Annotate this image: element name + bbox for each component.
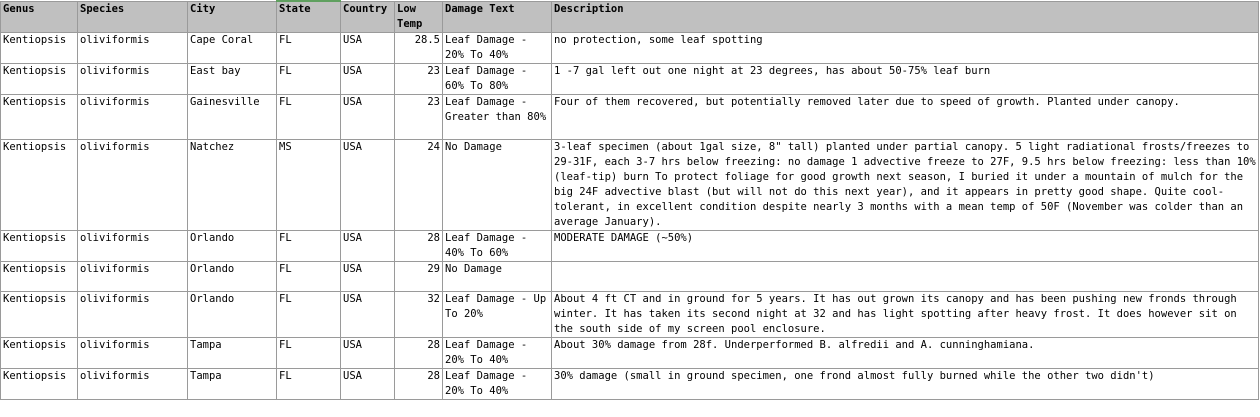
header-state[interactable]: State xyxy=(277,1,341,33)
cell-city[interactable]: Orlando xyxy=(188,292,277,338)
cell-damage-text[interactable]: Leaf Damage - Up To 20% xyxy=(443,292,552,338)
cell-damage-text[interactable]: Leaf Damage - 20% To 40% xyxy=(443,369,552,400)
cell-genus[interactable]: Kentiopsis xyxy=(1,338,78,369)
table-row xyxy=(1,262,1259,292)
header-country[interactable]: Country xyxy=(341,1,395,33)
cell-damage-text[interactable]: Leaf Damage - 40% To 60% xyxy=(443,231,552,262)
cell-description[interactable]: no protection, some leaf spotting xyxy=(552,33,1259,64)
cell-genus[interactable]: Kentiopsis xyxy=(1,262,78,292)
cell-species[interactable]: oliviformis xyxy=(78,95,188,140)
cell-low-temp[interactable]: 28 xyxy=(395,369,443,400)
header-species[interactable]: Species xyxy=(78,1,188,33)
header-city[interactable]: City xyxy=(188,1,277,33)
cell-low-temp[interactable]: 32 xyxy=(395,292,443,338)
cell-species[interactable]: oliviformis xyxy=(78,140,188,231)
cell-damage-text[interactable]: Leaf Damage - 20% To 40% xyxy=(443,338,552,369)
cell-country[interactable]: USA xyxy=(341,369,395,400)
cell-description[interactable]: 3-leaf specimen (about 1gal size, 8" tall) planted under partial canopy. 5 light radiational frosts/freezes to 29-31F, each 3-7 hrs below freezing: no damage 1 advective freeze to 27F, 9.5 hrs below freezing: less than 10% (leaf-tip) burn To protect foliage for good growth next season, I buried it under a mountain of mulch for the big 24F advective blast (but will not do this next year), and it appears in pretty good shape. Quite cool-tolerant, in excellent condition despite nearly 3 months with a mean temp of 50F (November was colder than an average January). xyxy=(552,140,1259,231)
cell-country[interactable]: USA xyxy=(341,64,395,95)
cell-low-temp[interactable]: 28 xyxy=(395,231,443,262)
cell-species[interactable]: oliviformis xyxy=(78,64,188,95)
cell-species[interactable]: oliviformis xyxy=(78,262,188,292)
cell-state[interactable]: FL xyxy=(277,262,341,292)
cell-species[interactable]: oliviformis xyxy=(78,338,188,369)
table-row xyxy=(1,95,1259,140)
header-description[interactable]: Description xyxy=(552,1,1259,33)
cell-damage-text[interactable]: No Damage xyxy=(443,140,552,231)
cell-species[interactable]: oliviformis xyxy=(78,231,188,262)
cell-low-temp[interactable]: 28.5 xyxy=(395,33,443,64)
header-row xyxy=(1,1,1259,33)
cell-city[interactable]: Tampa xyxy=(188,369,277,400)
cell-low-temp[interactable]: 23 xyxy=(395,95,443,140)
table-body xyxy=(1,33,1259,400)
table-row xyxy=(1,33,1259,64)
cell-city[interactable]: Orlando xyxy=(188,262,277,292)
cell-description[interactable]: 1 -7 gal left out one night at 23 degrees, has about 50-75% leaf burn xyxy=(552,64,1259,95)
cell-state[interactable]: FL xyxy=(277,338,341,369)
header-genus[interactable]: Genus xyxy=(1,1,78,33)
cell-state[interactable]: FL xyxy=(277,231,341,262)
cell-city[interactable]: East bay xyxy=(188,64,277,95)
cell-low-temp[interactable]: 29 xyxy=(395,262,443,292)
table-row xyxy=(1,64,1259,95)
cell-genus[interactable]: Kentiopsis xyxy=(1,369,78,400)
cell-species[interactable]: oliviformis xyxy=(78,369,188,400)
cell-genus[interactable]: Kentiopsis xyxy=(1,140,78,231)
cell-country[interactable]: USA xyxy=(341,140,395,231)
cell-genus[interactable]: Kentiopsis xyxy=(1,292,78,338)
table-row xyxy=(1,369,1259,400)
cell-damage-text[interactable]: No Damage xyxy=(443,262,552,292)
cell-species[interactable]: oliviformis xyxy=(78,292,188,338)
cell-low-temp[interactable]: 23 xyxy=(395,64,443,95)
cell-state[interactable]: FL xyxy=(277,292,341,338)
cell-damage-text[interactable]: Leaf Damage - Greater than 80% xyxy=(443,95,552,140)
cell-damage-text[interactable]: Leaf Damage - 20% To 40% xyxy=(443,33,552,64)
header-row-group xyxy=(1,1,1259,33)
cell-genus[interactable]: Kentiopsis xyxy=(1,33,78,64)
cell-city[interactable]: Orlando xyxy=(188,231,277,262)
table-row xyxy=(1,140,1259,231)
header-low-temp[interactable]: Low Temp xyxy=(395,1,443,33)
cell-genus[interactable]: Kentiopsis xyxy=(1,95,78,140)
cell-low-temp[interactable]: 24 xyxy=(395,140,443,231)
cell-state[interactable]: FL xyxy=(277,64,341,95)
cell-low-temp[interactable]: 28 xyxy=(395,338,443,369)
cell-species[interactable]: oliviformis xyxy=(78,33,188,64)
table-row xyxy=(1,292,1259,338)
cell-city[interactable]: Natchez xyxy=(188,140,277,231)
cell-description[interactable]: 30% damage (small in ground specimen, one frond almost fully burned while the other two didn't) xyxy=(552,369,1259,400)
cell-description[interactable]: Four of them recovered, but potentially removed later due to speed of growth. Planted under canopy. xyxy=(552,95,1259,140)
cell-city[interactable]: Cape Coral xyxy=(188,33,277,64)
cell-description[interactable]: About 30% damage from 28f. Underperformed B. alfredii and A. cunninghamiana. xyxy=(552,338,1259,369)
header-damage-text[interactable]: Damage Text xyxy=(443,1,552,33)
cell-country[interactable]: USA xyxy=(341,262,395,292)
cell-country[interactable]: USA xyxy=(341,33,395,64)
cell-country[interactable]: USA xyxy=(341,95,395,140)
cell-description[interactable] xyxy=(552,262,1259,292)
table-row xyxy=(1,338,1259,369)
cell-state[interactable]: MS xyxy=(277,140,341,231)
cell-description[interactable]: About 4 ft CT and in ground for 5 years. It has out grown its canopy and has been pushing new fronds through winter. It has taken its second night at 32 and has light spotting after heavy frost. It does however sit on the south side of my screen pool enclosure. xyxy=(552,292,1259,338)
table-row xyxy=(1,231,1259,262)
cell-city[interactable]: Gainesville xyxy=(188,95,277,140)
cell-country[interactable]: USA xyxy=(341,292,395,338)
cell-description[interactable]: MODERATE DAMAGE (~50%) xyxy=(552,231,1259,262)
cell-city[interactable]: Tampa xyxy=(188,338,277,369)
cell-state[interactable]: FL xyxy=(277,95,341,140)
cell-damage-text[interactable]: Leaf Damage - 60% To 80% xyxy=(443,64,552,95)
cell-genus[interactable]: Kentiopsis xyxy=(1,231,78,262)
cell-country[interactable]: USA xyxy=(341,231,395,262)
cell-genus[interactable]: Kentiopsis xyxy=(1,64,78,95)
cell-state[interactable]: FL xyxy=(277,369,341,400)
cell-state[interactable]: FL xyxy=(277,33,341,64)
cell-country[interactable]: USA xyxy=(341,338,395,369)
